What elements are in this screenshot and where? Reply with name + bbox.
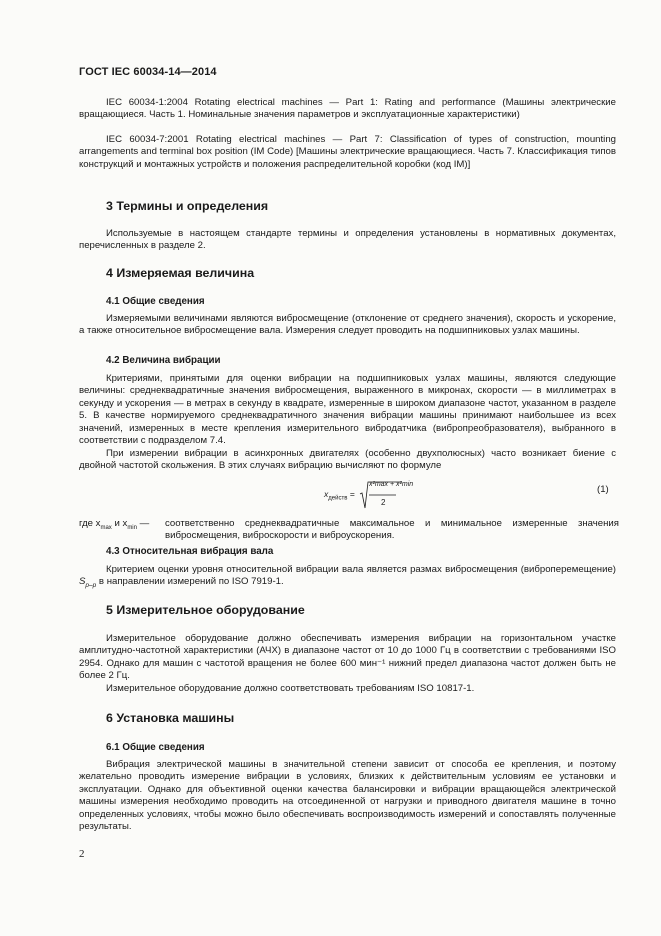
section-4-2-paragraph-2: При измерении вибрации в асинхронных двигателях (особенно двухполюсных) часто возникает биение с двойной частотой скольжения. В этих случаях вибрацию вычисляют по формуле — [79, 448, 616, 472]
reference-iec-60034-7: IEC 60034-7:2001 Rotating electrical machines — Part 7: Classification of types of construction, mounting arrangements and terminal box position (IM Code) [Машины электрические вращающиеся. Часть 7. Классификация типов конструкций и монтажных устройств и положения распределительной коробки (код IM)] — [79, 134, 616, 170]
formula-numerator: x²max + x²min — [369, 481, 414, 488]
section-6-1-paragraph: Вибрация электрической машины в значительной степени зависит от способа ее крепления, и поэтому желательно проводить измерение вибрации в условиях, близких к действительным условиям ее установки и эксплуатации. Однако для объективной оценки качества балансировки и вибрации вращающейся электрической машины измерения необходимо проводить на отсоединенной от нагрузки и приводного двигателя машине в точно определенных условиях, чтобы можно было обеспечивать воспроизводимость измерений и сопоставлять полученные результаты. — [79, 759, 616, 833]
section-4-3-heading: 4.3 Относительная вибрация вала — [106, 546, 274, 557]
section-5-paragraph-1: Измерительное оборудование должно обеспечивать измерения вибрации на горизонтальном участке амплитудно-частотной характеристики (АЧХ) в диапазоне частот от 10 до 1000 Гц в соответствии с требованиями ISO 2954. Однако для машин с частотой вращения не более 600 мин⁻¹ нижний предел диапазона частот должен быть не более 2 Гц. — [79, 633, 616, 682]
section-4-2-heading: 4.2 Величина вибрации — [106, 355, 221, 366]
section-3-paragraph: Используемые в настоящем стандарте термины и определения установлены в нормативных документах, перечисленных в разделе 2. — [79, 228, 616, 252]
formula-lhs: $x_{действ}$ = — [324, 489, 355, 502]
section-4-3-paragraph: Критерием оценки уровня относительной вибрации вала является размах виброcмещения (виброперемещение) $S_{p-p}$ в направлении измерений по ISO 7919-1. — [79, 564, 616, 590]
document-header: ГОСТ IEC 60034-14—2014 — [79, 66, 217, 78]
section-4-1-heading: 4.1 Общие сведения — [106, 296, 205, 307]
section-3-heading: 3 Термины и определения — [106, 199, 269, 213]
section-5-heading: 5 Измерительное оборудование — [106, 603, 305, 617]
formula-denominator: 2 — [381, 498, 386, 507]
section-4-2-paragraph-1: Критериями, принятыми для оценки вибрации на подшипниковых узлах машины, являются следующие величины: среднеквадратичные значения виброcмещения, выраженного в микронах, скорости — в миллиметрах в секунду и ускорения — в метрах в секунду в квадрате, измеренные в широком диапазоне частот, указанном в разделе 5. В качестве нормируемого среднеквадратичного значения вибрации машины принимают наибольшее из всех значений, измеренных в месте крепления измерительного вибродатчика (вибропреобразователя), выбранного в соответствии с подразделом 7.4. — [79, 373, 616, 447]
formula-1 — [324, 480, 414, 512]
section-5-paragraph-2: Измерительное оборудование должно соответствовать требованиям ISO 10817-1. — [106, 683, 475, 694]
page-number: 2 — [79, 848, 85, 860]
where-text: соответственно среднеквадратичные максимальное и минимальное измеренные значения виброcмещения, виброскорости и виброускорения. — [165, 518, 619, 542]
section-4-1-paragraph: Измеряемыми величинами являются виброcмещение (отклонение от среднего значения), скорость и ускорение, а также относительное виброcмещение вала. Измерения следует проводить на подшипниковых узлах машины. — [79, 313, 616, 337]
section-6-heading: 6 Установка машины — [106, 711, 235, 725]
section-4-heading: 4 Измеряемая величина — [106, 266, 255, 280]
reference-iec-60034-1: IEC 60034-1:2004 Rotating electrical machines — Part 1: Rating and performance (Машины электрические вращающиеся. Часть 1. Номинальные значения параметров и эксплуатационные характеристики) — [79, 97, 616, 121]
where-label: где $x_{max}$ и $x_{min}$ — — [79, 518, 150, 531]
section-6-1-heading: 6.1 Общие сведения — [106, 742, 205, 753]
equation-number: (1) — [597, 484, 609, 495]
